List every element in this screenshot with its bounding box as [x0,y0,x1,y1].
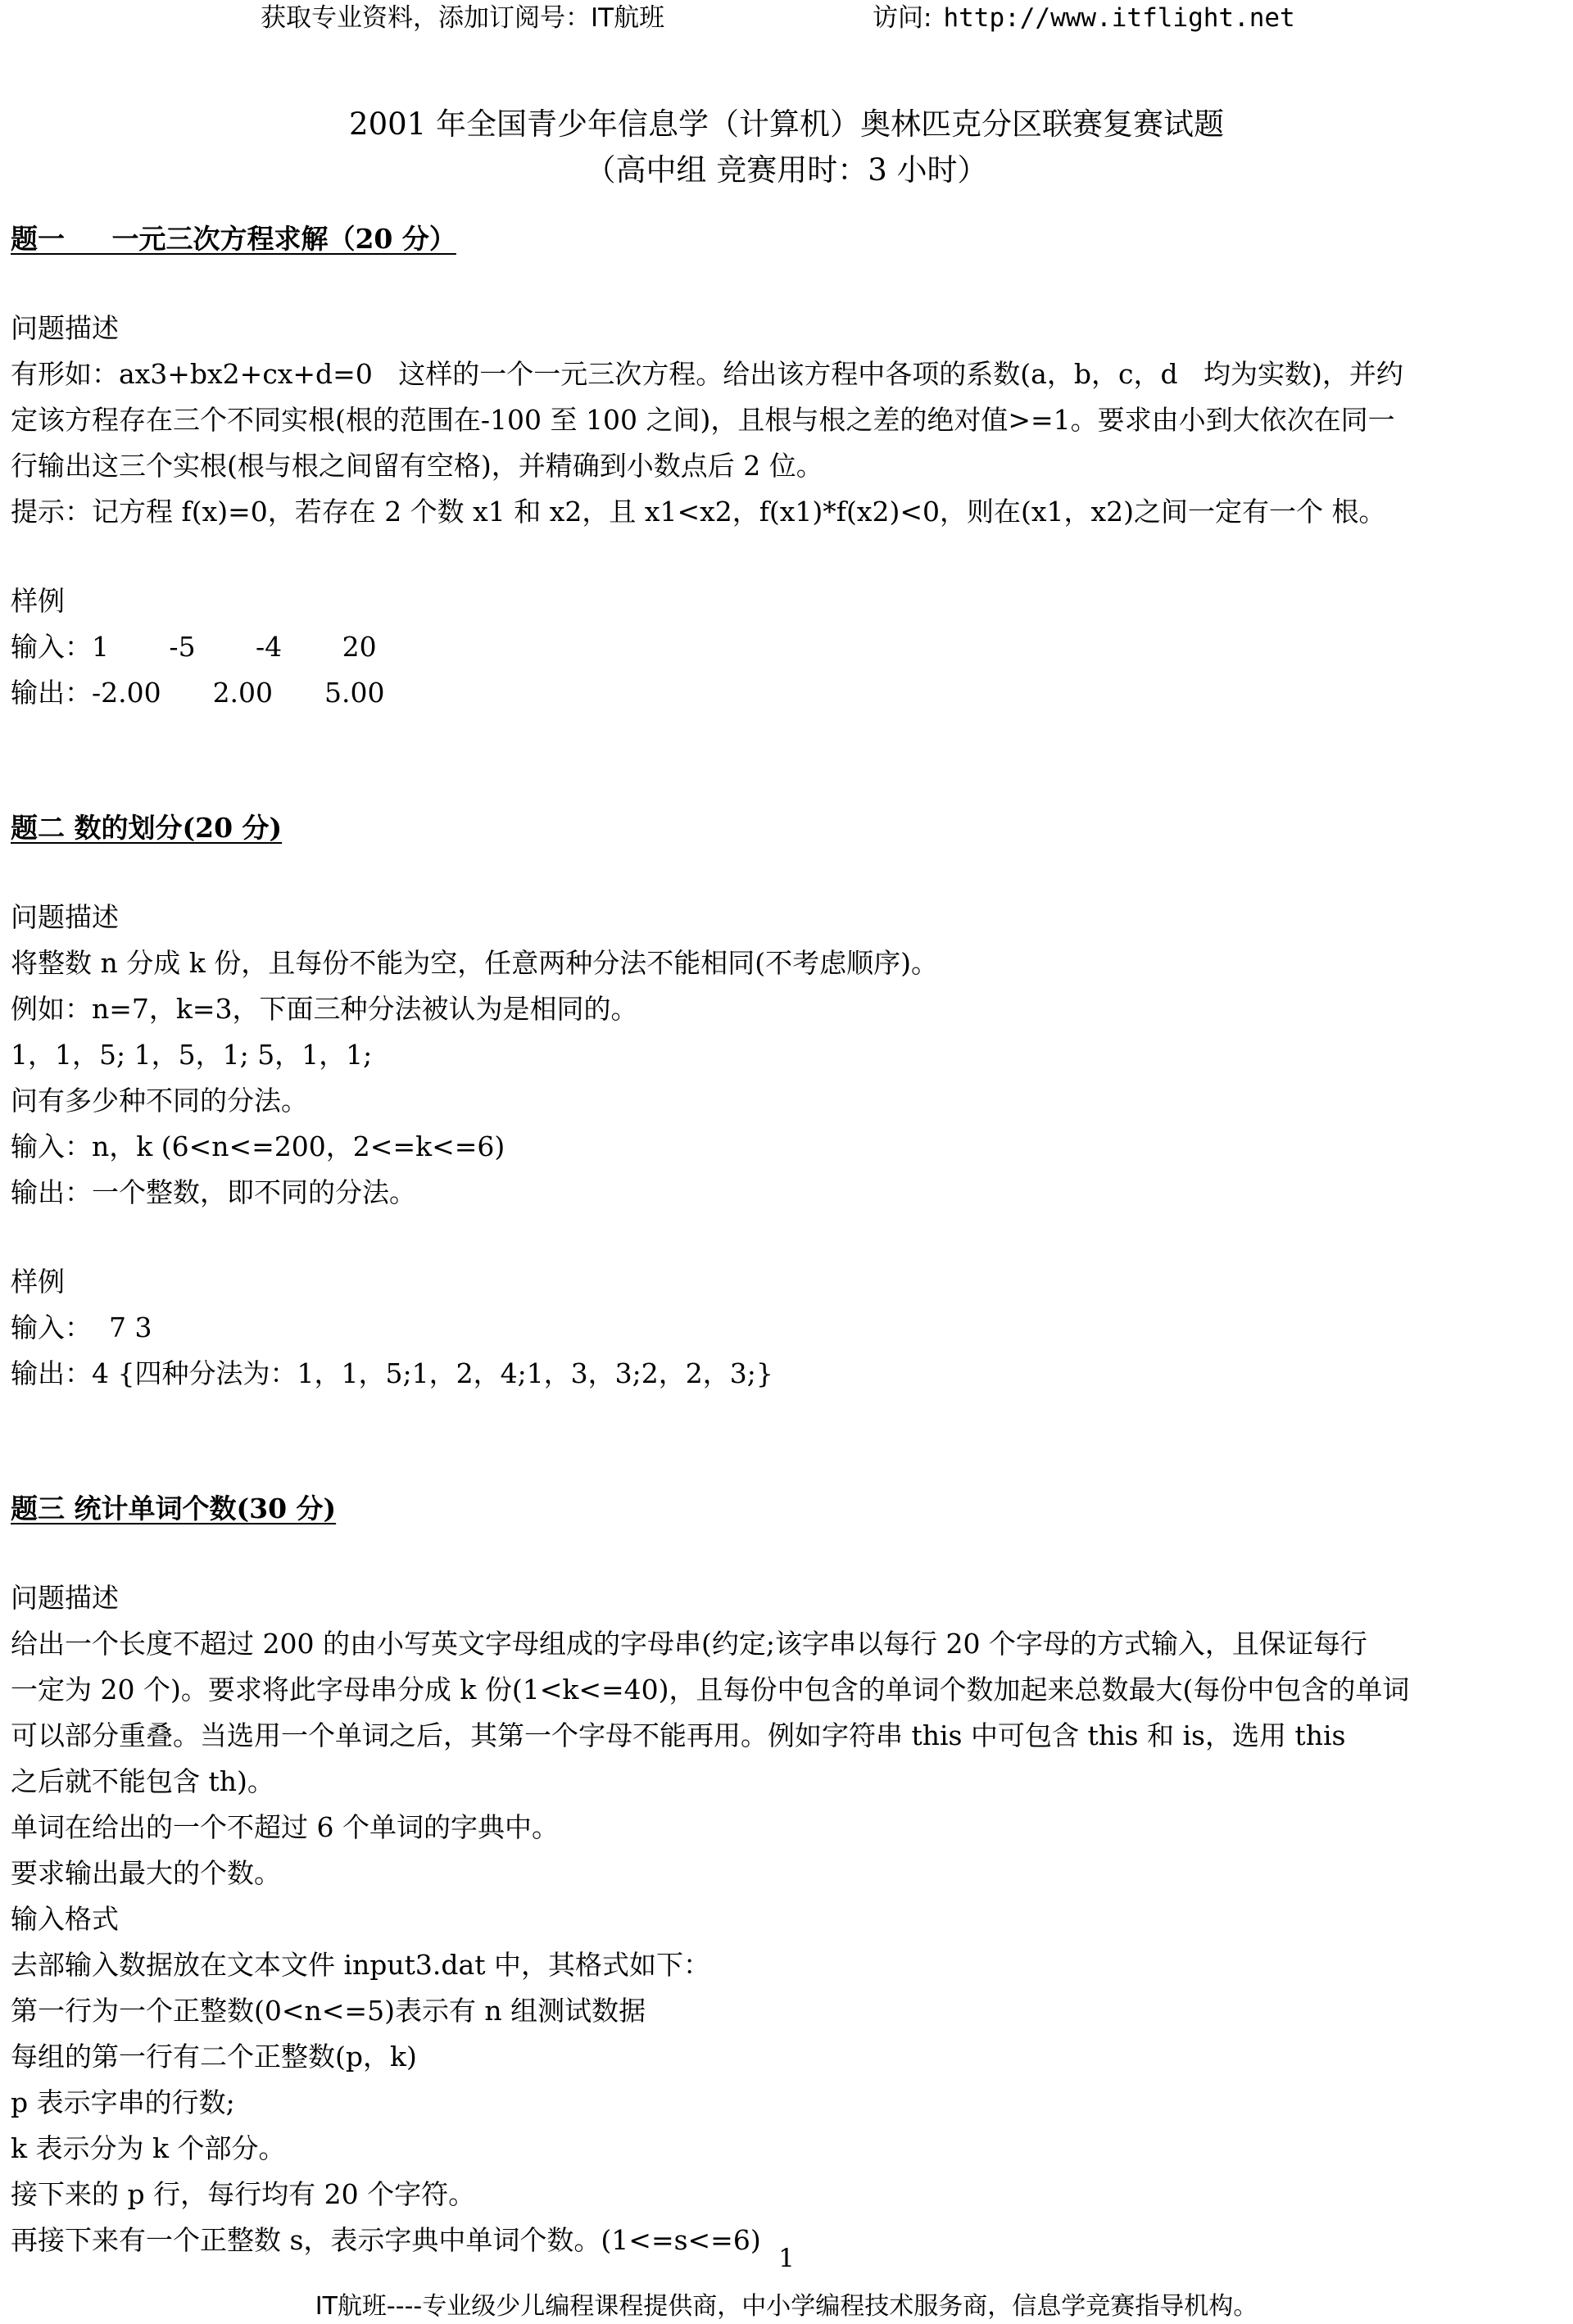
page-number: 1 [778,2244,795,2273]
document-title: 2001 年全国青少年信息学（计算机）奥林匹克分区联赛复赛试题 [349,106,1224,142]
problem2-desc-label: 问题描述 [11,901,119,933]
problem3-line: 再接下来有一个正整数 s，表示字典中单词个数。(1<=s<=6) [11,2224,761,2256]
problem3-line: 每组的第一行有二个正整数(p，k) [11,2041,417,2073]
problem1-hint: 提示：记方程 f(x)=0，若存在 2 个数 x1 和 x2，且 x1<x2，f(x1)*f(x2)<0，则在(x1，x2)之间一定有一个 根。 [11,496,1386,528]
problem1-line: 定该方程存在三个不同实根(根的范围在-100 至 100 之间)，且根与根之差的绝对值>=1。要求由小到大依次在同一 [11,404,1395,436]
problem3-line: 之后就不能包含 th)。 [11,1765,274,1797]
problem1-line: 有形如：ax3+bx2+cx+d=0 这样的一个一元三次方程。给出该方程中各项的系数(a，b，c，d 均为实数)，并约 [11,358,1403,390]
problem1-heading: 题一 一元三次方程求解（20 分） [11,223,456,255]
problem3-heading: 题三 统计单词个数(30 分) [11,1493,337,1524]
problem3-line: 可以部分重叠。当选用一个单词之后，其第一个字母不能再用。例如字符串 this 中可包含 this 和 is，选用 this [11,1719,1346,1751]
problem2-line: 输出：一个整数，即不同的分法。 [11,1176,416,1208]
problem3-line: 第一行为一个正整数(0<n<=5)表示有 n 组测试数据 [11,1995,646,2027]
problem3-line: k 表示分为 k 个部分。 [11,2132,286,2164]
problem3-line: p 表示字串的行数; [11,2086,235,2118]
problem3-line: 单词在给出的一个不超过 6 个单词的字典中。 [11,1811,559,1843]
problem2-line: 将整数 n 分成 k 份，且每份不能为空，任意两种分法不能相同(不考虑顺序)。 [11,947,938,979]
problem2-line: 1，1，5; 1，5，1; 5，1，1; [11,1039,373,1071]
problem1-sample-label: 样例 [11,585,65,617]
problem3-desc-label: 问题描述 [11,1582,119,1614]
problem2-heading: 题二 数的划分(20 分) [11,812,283,844]
document-title-block [0,102,1573,193]
problem1-line: 行输出这三个实根(根与根之间留有空格)，并精确到小数点后 2 位。 [11,450,823,482]
problem2-line: 输入：n，k (6<n<=200，2<=k<=6) [11,1130,505,1162]
header-url-link[interactable]: http://www.itflight.net [943,3,1295,33]
problem2-sample-output: 输出：4 {四种分法为：1，1，5;1，2，4;1，3，3;2，2，3;} [11,1357,773,1389]
problem3-line: 一定为 20 个)。要求将此字母串分成 k 份(1<k<=40)，且每份中包含的单词个数加起来总数最大(每份中包含的单词 [11,1674,1410,1706]
page-footer: IT航班----专业级少儿编程课程提供商，中小学编程技术服务商，信息学竞赛指导机构。 [315,2292,1258,2321]
problem2-sample-input: 输入： 7 3 [11,1311,152,1343]
problem1-desc-label: 问题描述 [11,312,119,344]
header-visit [873,0,1295,36]
problem3-line: 去部输入数据放在文本文件 input3.dat 中，其格式如下： [11,1949,710,1981]
header-promo: 获取专业资料，添加订阅号：IT航班 [261,3,665,33]
document-body [11,216,1567,2263]
problem2-sample-label: 样例 [11,1266,65,1298]
problem2-line: 问有多少种不同的分法。 [11,1085,308,1117]
page-header [0,0,1573,36]
header-visit-label: 访问: [873,3,932,33]
problem2-line: 例如：n=7，k=3，下面三种分法被认为是相同的。 [11,993,638,1025]
problem3-input-format-label: 输入格式 [11,1903,119,1935]
problem3-line: 要求输出最大的个数。 [11,1857,281,1889]
problem3-line: 给出一个长度不超过 200 的由小写英文字母组成的字母串(约定;该字串以每行 20 个字母的方式输入，且保证每行 [11,1628,1367,1660]
problem3-line: 接下来的 p 行，每行均有 20 个字符。 [11,2178,476,2210]
problem1-sample-output: 输出：-2.00 2.00 5.00 [11,677,385,709]
problem1-sample-input: 输入：1 -5 -4 20 [11,631,377,663]
document-subtitle: （高中组 竞赛用时：3 小时） [585,152,988,188]
